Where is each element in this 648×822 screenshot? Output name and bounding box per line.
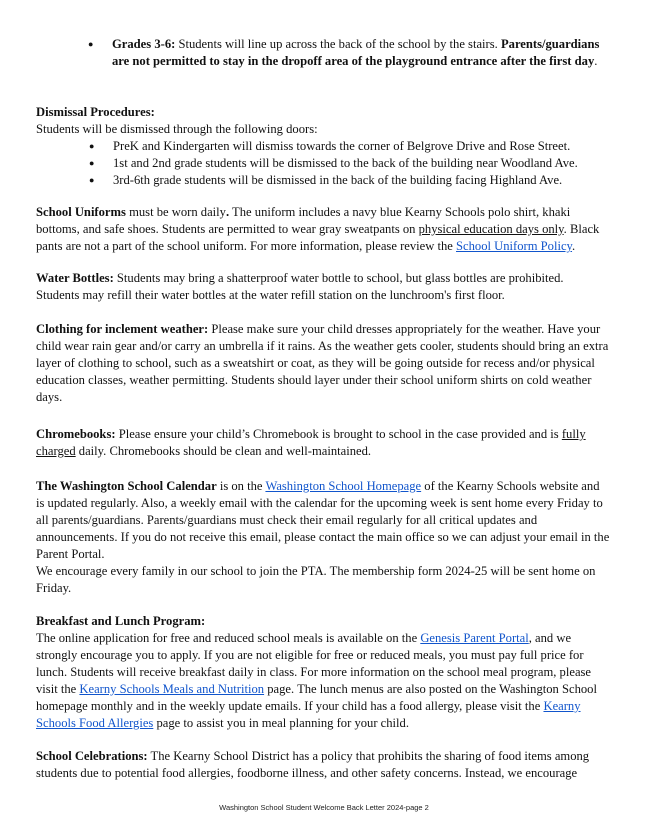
calendar-label: The Washington School Calendar: [36, 479, 217, 493]
dismissal-list: [36, 138, 610, 189]
page-footer: Washington School Student Welcome Back Letter 2024-page 2: [219, 803, 429, 812]
dismissal-heading: Dismissal Procedures:: [36, 105, 155, 119]
calendar-text: is on the: [216, 479, 266, 493]
chromebooks-text: Please ensure your child’s Chromebook is brought to school in the case provided and is: [115, 427, 562, 441]
breakfast-heading: Breakfast and Lunch Program:: [36, 614, 206, 628]
genesis-portal-link[interactable]: Genesis Parent Portal: [420, 631, 529, 645]
uniforms-text: The uniform includes a navy blue Kearny Schools polo shirt, khaki bottoms, and safe shoes. Students are permitted to wear gray sweatpants on: [36, 205, 571, 236]
uniform-policy-link[interactable]: School Uniform Policy: [456, 239, 573, 253]
clothing-text: Please make sure your child dresses appropriately for the weather. Have your child wear rain gear and/or carry an umbrella if it rains. As the weather gets cooler, students should bring an extra layer of clothing to school, such as a sweatshirt or coat, as they will be going outside for recess and/or physical education classes, weather permitting. Students should layer under their school uniform shirts on cold weather days.: [36, 322, 609, 404]
clothing-paragraph: [36, 321, 610, 406]
breakfast-text: page. The lunch menus are also posted on the Washington School homepage monthly and in the weekly update emails. If your child has a food allergy, please visit the: [36, 682, 597, 713]
grades-label: Grades 3-6:: [112, 37, 176, 51]
chromebooks-label: Chromebooks:: [36, 427, 116, 441]
breakfast-text: page to assist you in meal planning for your child.: [153, 716, 410, 730]
dismissal-section: [36, 104, 610, 189]
chromebooks-paragraph: [36, 426, 610, 460]
washington-homepage-link[interactable]: Washington School Homepage: [265, 479, 422, 493]
breakfast-paragraph: [36, 630, 610, 732]
uniforms-text: . Black pants are not a part of the school uniform. For more information, please review the: [36, 222, 600, 253]
celebrations-paragraph: [36, 748, 610, 782]
food-allergies-link[interactable]: Kearny Schools Food Allergies: [36, 699, 581, 730]
list-item: ● PreK and Kindergarten will dismiss towards the corner of Belgrove Drive and Rose Street.: [113, 138, 610, 155]
breakfast-section: [36, 613, 610, 732]
chromebooks-text: daily. Chromebooks should be clean and well-maintained.: [75, 444, 372, 458]
uniforms-label: School Uniforms: [36, 205, 126, 219]
grades-text: Students will line up across the back of the school by the stairs.: [175, 37, 501, 51]
grades-bullet-list: [112, 36, 612, 70]
list-item: ● 3rd-6th grade students will be dismissed in the back of the building facing Highland Ave.: [113, 172, 610, 189]
uniforms-end: .: [572, 239, 576, 253]
pta-paragraph: We encourage every family in our school to join the PTA. The membership form 2024-25 will be sent home on Friday.: [36, 564, 596, 595]
grades-bold-text: Parents/guardians are not permitted to stay in the dropoff area of the playground entrance after the first day: [112, 37, 600, 68]
water-label: Water Bottles:: [36, 271, 114, 285]
uniforms-dot: .: [225, 205, 230, 219]
pe-days-underlined: physical education days only: [418, 222, 564, 236]
uniforms-paragraph: [36, 204, 610, 255]
fully-charged-underlined: fully charged: [36, 427, 586, 458]
grades-bullet: [112, 36, 612, 70]
celebrations-text: The Kearny School District has a policy that prohibits the sharing of food items among students due to potential food allergies, foodborne illness, and other safety concerns. Instead, we encourage: [36, 749, 590, 780]
breakfast-text: The online application for free and reduced school meals is available on the: [36, 631, 421, 645]
water-paragraph: [36, 270, 610, 304]
list-item: ● 1st and 2nd grade students will be dismissed to the back of the building near Woodland Ave.: [113, 155, 610, 172]
breakfast-text: , and we strongly encourage you to apply. If you are not eligible for free or reduced meals, you must pay full price for lunch. Students will receive breakfast daily in class. For more information on the school meal program, please visit the: [36, 631, 592, 696]
grades-end: .: [594, 54, 598, 68]
calendar-paragraph: [36, 478, 610, 563]
uniforms-text: must be worn daily: [125, 205, 226, 219]
calendar-text: of the Kearny Schools website and is updated regularly. Also, a weekly email with the calendar for the upcoming week is sent home every Friday to all parents/guardians. Parents/guardians must check their email regularly for all critical updates and announcements. If you do not receive this email, please contact the main office so we can adjust your email in the Parent Portal.: [36, 479, 610, 561]
water-text: Students may bring a shatterproof water bottle to school, but glass bottles are prohibited. Students may refill their water bottles at the water refill station on the lunchroom's first floor.: [36, 271, 564, 302]
meals-nutrition-link[interactable]: Kearny Schools Meals and Nutrition: [79, 682, 265, 696]
celebrations-label: School Celebrations:: [36, 749, 148, 763]
clothing-label: Clothing for inclement weather:: [36, 322, 209, 336]
dismissal-intro: Students will be dismissed through the following doors:: [36, 122, 318, 136]
